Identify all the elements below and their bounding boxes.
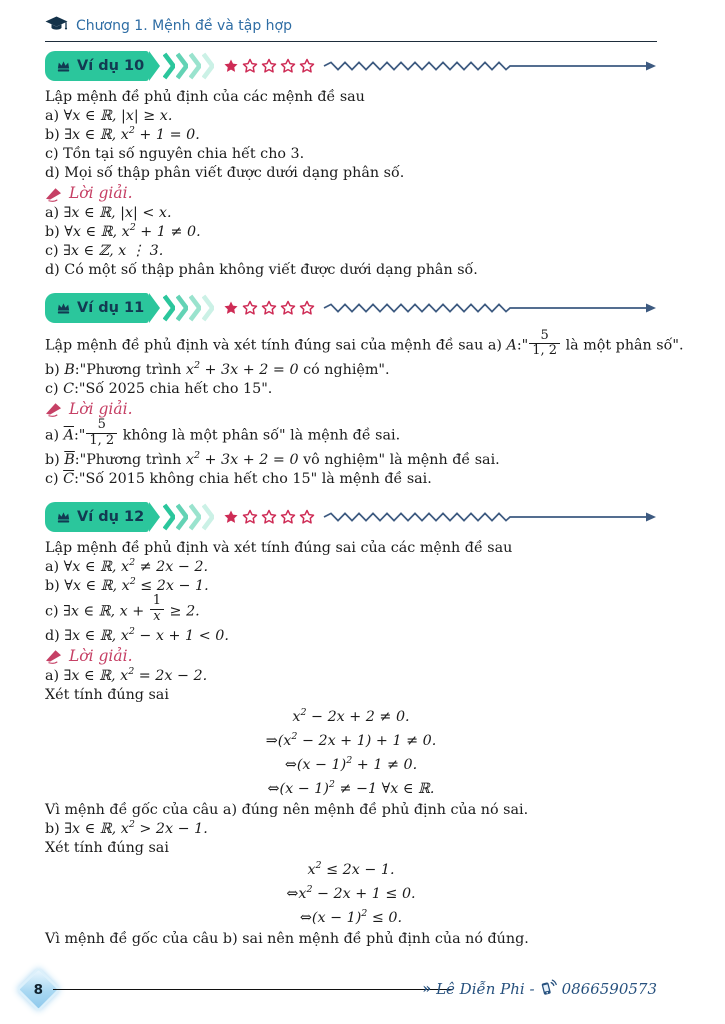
star-outline-icon: [242, 509, 258, 525]
chevron-right-icon: [176, 503, 188, 531]
star-outline-icon: [299, 58, 315, 74]
chevron-right-icon: [176, 294, 188, 322]
star-outline-icon: [261, 509, 277, 525]
centered-equation: ⇔(x − 1)$^2$ ≤ 0.: [299, 907, 403, 926]
content-line: c) Tồn tại số nguyên chia hết cho 3.: [45, 146, 305, 162]
centered-equation: $x^2 \le 2x - 1$.: [307, 859, 395, 878]
example-section: [45, 51, 657, 280]
content-line: Lập mệnh đề phủ định và xét tính đúng sai của các mệnh đề sau: [45, 539, 513, 556]
fraction: $\frac{5}{1, 2}$: [528, 329, 561, 360]
solution-label-text: Lời giải.: [69, 184, 133, 202]
crown-icon: [56, 301, 71, 315]
page-number: 8: [33, 981, 44, 998]
solution-label-text: Lời giải.: [69, 399, 133, 418]
example-badge: [45, 502, 149, 532]
fraction: $\frac{1}{x}$: [149, 594, 165, 625]
wavy-arrow-divider: [322, 297, 657, 319]
example-badge-label: Ví dụ 10: [77, 58, 145, 74]
phone-number: 0866590573: [561, 980, 657, 998]
content-line: b) ∃x ∈ ℝ, $x^2 > 2x - 1$.: [45, 818, 208, 837]
chapter-title: Chương 1. Mệnh đề và tập hợp: [76, 18, 292, 34]
content-line: Xét tính đúng sai: [45, 686, 169, 703]
pen-nib-icon: [45, 186, 63, 202]
centered-equation: ⇔(x − 1)$^2$ + 1 ≠ 0.: [284, 754, 418, 773]
content-line: Vì mệnh đề gốc của câu b) sai nên mệnh đề phủ định của nó đúng.: [45, 930, 529, 947]
wavy-arrow-divider: [322, 55, 657, 77]
content-line: a) ∀x ∈ ℝ, |x| ≥ x.: [45, 108, 173, 124]
example-badge-label: Ví dụ 12: [77, 508, 145, 525]
content-line: Lập mệnh đề phủ định của các mệnh đề sau: [45, 89, 365, 105]
star-outline-icon: [280, 300, 296, 316]
difficulty-stars: [223, 300, 315, 316]
author-name: Lê Diễn Phi -: [436, 980, 535, 998]
example-badge: [45, 293, 149, 323]
content-line: b) ∀x ∈ ℝ, $x^2 + 1 \ne 0$.: [45, 222, 201, 240]
content-line: c) ∃x ∈ ℝ, x + $\frac{1}{x}$ ≥ 2.: [45, 593, 200, 625]
wavy-divider: [322, 55, 657, 77]
content-line: Vì mệnh đề gốc của câu a) đúng nên mệnh đề phủ định của nó sai.: [45, 801, 529, 818]
badge-chevrons: [163, 52, 214, 80]
example-badge: [45, 51, 149, 81]
centered-equation: $x^2 - 2x + 2 \ne 0$.: [292, 706, 410, 725]
crown-icon: [56, 510, 71, 524]
chevron-right-icon: [163, 503, 175, 531]
star-filled-icon: [223, 300, 239, 316]
badge-chevrons: [163, 503, 214, 531]
content-line: d) Mọi số thập phân viết được dưới dạng phân số.: [45, 165, 405, 181]
chevron-right-icon: [189, 52, 201, 80]
wavy-arrow-divider: [322, 506, 657, 528]
content-line: b) ∃x ∈ ℝ, $x^2 + 1 = 0$.: [45, 125, 200, 143]
chevron-right-icon: [189, 503, 201, 531]
content-line: c) ∃x ∈ ℤ, x ⋮ 3.: [45, 243, 164, 259]
centered-equation: $\Rightarrow(x^2 - 2x + 1) + 1 \ne 0$.: [265, 730, 437, 749]
footer-rule: [53, 989, 453, 990]
content-line: b) $\overline{B}:"Phương$ trình $x^2 + 3x + 2 = 0$ vô nghiệm" là mệnh đề sai.: [45, 449, 500, 468]
centered-equation: $\Leftrightarrow x^2 - 2x + 1 \le 0$.: [286, 883, 416, 902]
centered-equation: ⇔(x − 1)$^2$ ≠ −1 ∀x ∈ ℝ.: [267, 778, 435, 797]
solution-label: [45, 646, 657, 667]
star-outline-icon: [261, 300, 277, 316]
solution-label: [45, 399, 657, 420]
difficulty-stars: [223, 509, 315, 525]
wavy-divider: [322, 297, 657, 319]
content-line: d) ∃x ∈ ℝ, $x^2 - x + 1 < 0$.: [45, 625, 229, 644]
content-line: c) $\overline{C}:"Số$ 2015 không chia hết cho 15" là mệnh đề sai.: [45, 470, 432, 487]
content-line: a) ∀x ∈ ℝ, $x^2 \ne 2x - 2$.: [45, 556, 209, 575]
star-outline-icon: [261, 58, 277, 74]
mobile-phone-icon: [540, 978, 557, 1000]
star-filled-icon: [223, 58, 239, 74]
content-line: b) ∀x ∈ ℝ, $x^2 \le 2x - 1$.: [45, 575, 209, 594]
example-badge-row: [45, 502, 657, 532]
crown-icon: [56, 59, 71, 73]
fraction: $\frac{5}{1, 2}$: [85, 418, 118, 449]
pen-nib-icon: [45, 648, 63, 664]
chevron-right-icon: [202, 294, 214, 322]
example-badge-row: [45, 51, 657, 81]
content-line: c) C:"Số 2025 chia hết cho 15".: [45, 380, 273, 397]
graduation-cap-icon: [45, 16, 68, 36]
content-line: a) $\overline{A}$:" $\frac{5}{1, 2}$ không là một phân số" là mệnh đề sai.: [45, 417, 401, 449]
solution-label-text: Lời giải.: [69, 646, 133, 665]
example-badge-label: Ví dụ 11: [77, 300, 145, 316]
content-line: Lập mệnh đề phủ định và xét tính đúng sai của mệnh đề sau a) A:" $\frac{5}{1, 2}$ là một phân số".: [45, 327, 684, 359]
star-outline-icon: [299, 300, 315, 316]
star-filled-icon: [223, 509, 239, 525]
star-outline-icon: [280, 58, 296, 74]
double-chevron-icon: »: [422, 981, 432, 997]
example-section: [45, 293, 684, 489]
footer-credit: [422, 978, 657, 1000]
difficulty-stars: [223, 58, 315, 74]
star-outline-icon: [280, 509, 296, 525]
content-line: Xét tính đúng sai: [45, 839, 169, 856]
star-outline-icon: [299, 509, 315, 525]
example-section: [45, 502, 657, 949]
chevron-right-icon: [189, 294, 201, 322]
star-outline-icon: [242, 58, 258, 74]
example-badge-row: [45, 293, 657, 323]
pen-nib-icon: [45, 401, 63, 417]
wavy-divider: [322, 506, 657, 528]
content-line: d) Có một số thập phân không viết được dưới dạng phân số.: [45, 262, 478, 278]
chevron-right-icon: [202, 503, 214, 531]
chevron-right-icon: [163, 52, 175, 80]
content-line: b) B:"Phương trình $x^2 + 3x + 2 = 0$ có nghiệm".: [45, 360, 390, 378]
content: [45, 45, 684, 949]
star-outline-icon: [242, 300, 258, 316]
chevron-right-icon: [176, 52, 188, 80]
solution-label: [45, 183, 657, 204]
chevron-right-icon: [163, 294, 175, 322]
content-line: a) ∃x ∈ ℝ, |x| < x.: [45, 205, 172, 221]
badge-chevrons: [163, 294, 214, 322]
page-header: [45, 16, 657, 42]
chevron-right-icon: [202, 52, 214, 80]
content-line: a) ∃x ∈ ℝ, $x^2 = 2x - 2$.: [45, 665, 208, 684]
